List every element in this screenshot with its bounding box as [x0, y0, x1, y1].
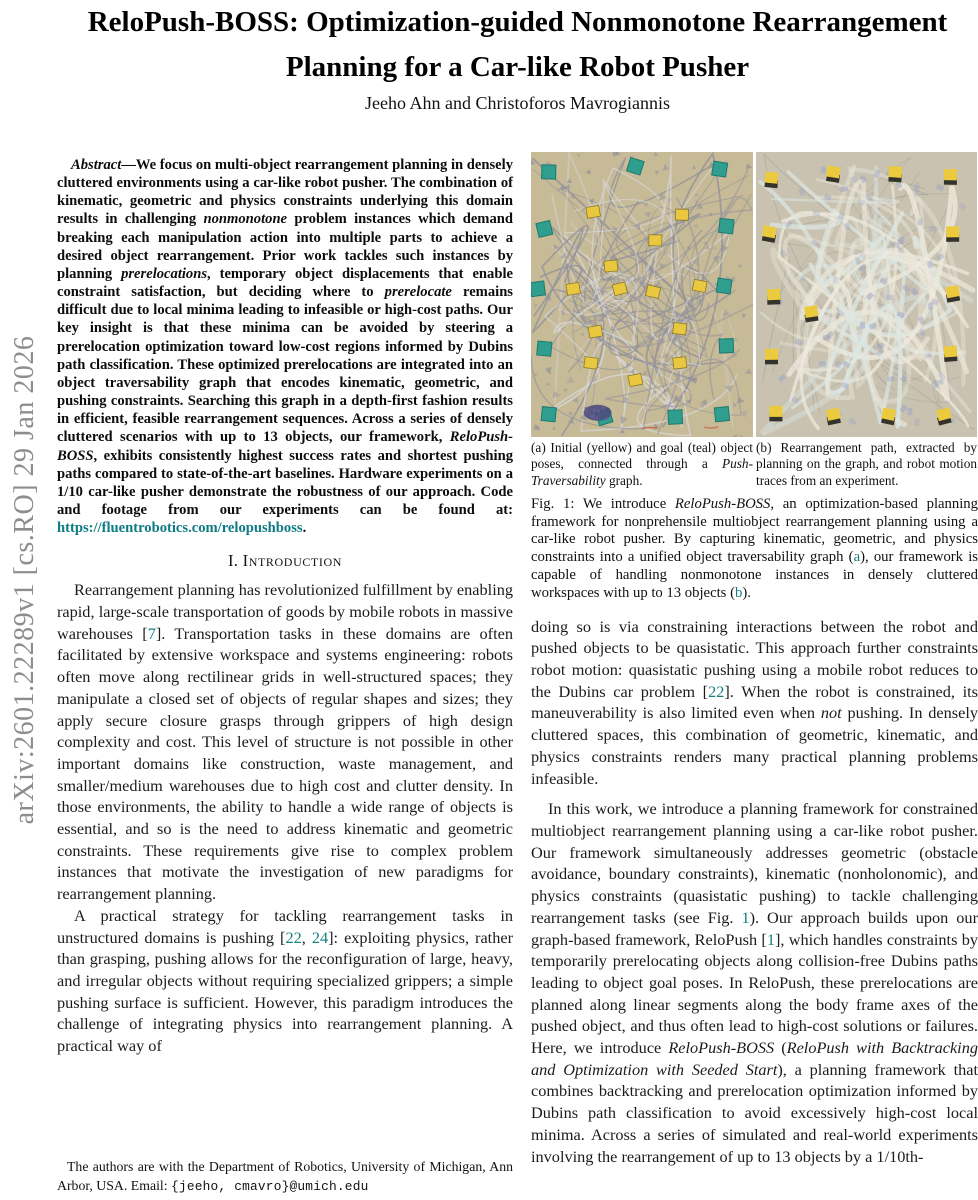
body-paragraph-3	[531, 616, 978, 790]
paper-title	[57, 0, 978, 90]
text-segment: Fig. 1: We introduce	[531, 495, 675, 512]
paper-title-line2: Planning for a Car-like Robot Pusher	[285, 51, 750, 83]
citation-ref[interactable]: 1	[766, 929, 775, 949]
text-segment: ), our framework is capable of handling nonmonotone instances in densely cluttered workspaces with up to 13 objects (	[531, 549, 978, 601]
text-segment: .	[302, 520, 307, 537]
text-segment: ReloPush with Backtracking and Optimization with Seeded Start	[531, 1038, 978, 1079]
citation-ref[interactable]: 22	[708, 681, 725, 701]
text-segment: —We focus on multi-object rearrangement planning in densely cluttered environments using a car-like robot pusher. The combination of kinematic, geometric and physics constraints underlying this domain results in challenging	[57, 157, 514, 228]
text-segment: ), a planning framework that combines backtracking and prerelocation optimization informed by Dubins path classification to avoid excessively high-cost local minima. Across a series of simulated and real-world experiments involving the rearrangement of up to 13 objects by a 1/10th-	[531, 1059, 978, 1166]
text-segment: ReloPush-BOSS	[57, 429, 513, 464]
text-segment: Introduction	[242, 551, 342, 571]
abstract-url-link[interactable]: https://fluentrobotics.com/relopushboss	[57, 520, 303, 537]
text-segment: ], which handles constraints by temporarily prerelocating objects along collision-free Dubins paths leading to object goal poses. In ReloPush, these prerelocations are planned along linear segments along the body frame axes of the pushed object, and thus often lead to high-cost solutions or failures. Here, we introduce	[531, 929, 978, 1058]
paper-authors: Jeeho Ahn and Christoforos Mavrogiannis	[365, 93, 670, 113]
citation-ref[interactable]: 7	[147, 623, 156, 643]
text-segment: (a) Initial (yellow) and goal (teal) object poses, connected through a	[531, 440, 753, 472]
text-segment: ReloPush-BOSS	[668, 1038, 775, 1058]
figure-1a-caption	[531, 440, 753, 489]
citation-ref[interactable]: 1	[741, 907, 750, 927]
text-segment: The authors are with the Department of Robotics, University of Michigan, Ann Arbor, USA. Email:	[57, 1159, 513, 1193]
abstract	[57, 156, 513, 537]
text-segment: {jeeho, cmavro}@umich.edu	[171, 1179, 369, 1194]
citation-ref[interactable]: a	[853, 549, 861, 566]
text-segment: (b) Rearrangement path, extracted by planning on the graph, and robot motion traces from an experiment.	[756, 440, 977, 488]
text-segment: graph.	[605, 472, 643, 488]
text-segment: I.	[227, 551, 243, 571]
intro-paragraph-1	[57, 579, 513, 905]
text-segment: remains difficult due to local minima leading to infeasible or high-cost paths. Our key insight is that these minima can be avoided by steering a prerelocation optimization toward low-cost regions informed by Dubins path classification. These optimized prerelocations are integrated into an object traversability graph that encodes kinematic, geometric, and pushing constraints. Searching this graph in a depth-first fashion results in efficient, feasible rearrangement sequences. Across a series of densely cluttered scenarios with up to 13 objects, our framework,	[57, 284, 513, 446]
text-segment: nonmonotone	[203, 211, 288, 228]
right-column	[531, 152, 978, 1167]
text-segment: ,	[301, 927, 312, 947]
figure-1a-photo	[531, 152, 753, 437]
text-segment: Push-Traversability	[531, 456, 753, 488]
text-segment: In this work, we introduce a planning framework for constrained multiobject rearrangement planning using a car-like robot pusher. Our framework simultaneously addresses geometric (obstacle avoidance, boundary constraints), kinematic (nonholonomic), and physics constraints (quasistatic pushing) to tackle challenging rearrangement tasks (see Fig.	[531, 799, 978, 927]
citation-ref[interactable]: 22	[285, 927, 302, 947]
text-segment: doing so is via constraining interactions between the robot and pushed objects to be quasistatic. This approach further constraints robot motion: quasistatic pushing using a mobile robot reduces to the Dubins car problem [	[531, 616, 978, 701]
text-segment: Abstract	[71, 157, 122, 173]
section-heading-introduction	[57, 551, 513, 571]
text-segment: prerelocate	[384, 284, 452, 301]
intro-paragraph-2	[57, 905, 513, 1057]
text-segment: ).	[742, 584, 751, 601]
text-segment: ]: exploiting physics, rather than grasping, pushing allows for the reconfiguration of large, heavy, and irregular objects without requiring specialized grippers; a simple pushing surface is sufficient. However, this paradigm introduces the challenge of integrating physics into rearrangement planning. A practical way of	[57, 927, 513, 1056]
left-column	[57, 156, 513, 1057]
text-segment: pushing. In densely cluttered spaces, this combination of geometric, kinematic, and physics constraints renders many practical planning problems infeasible.	[531, 703, 978, 788]
text-segment: not	[820, 703, 842, 723]
citation-ref[interactable]: b	[734, 584, 743, 601]
arxiv-stamp: arXiv:2601.22289v1 [cs.RO] 29 Jan 2026	[9, 335, 40, 825]
figure-1b	[756, 152, 977, 489]
text-segment: Rearrangement planning has revolutionized fulfillment by enabling rapid, large-scale transportation of goods by mobile robots in massive warehouses [	[57, 580, 513, 643]
text-segment: A practical strategy for tackling rearrangement tasks in unstructured domains is pushing [	[57, 905, 513, 947]
figure-1b-photo	[756, 152, 977, 437]
figure-1a	[531, 152, 753, 489]
text-segment: ]. When the robot is constrained, its maneuverability is also limited even when	[531, 681, 978, 723]
figure-1b-caption	[756, 440, 977, 489]
body-paragraph-4	[531, 798, 978, 1167]
text-segment: prerelocations	[121, 265, 208, 282]
text-segment: , an optimization-based planning framework for nonprehensile multiobject rearrangement planning using a car-like robot pusher. By capturing kinematic, geometric, and physics constraints into a unified object traversability graph (	[531, 495, 978, 566]
text-segment: ReloPush-BOSS	[674, 495, 771, 512]
text-segment: , temporary object displacements that enable constraint satisfaction, but deciding where to	[57, 265, 513, 301]
text-segment: ]. Transportation tasks in these domains are often facilitated by extensive workspace and systems engineering: robots often move along rectilinear grids in well-structured spaces; they manipulate a closed set of objects of regular shapes and sizes; they apply secure closure grasps through grippers of high design complexity and cost. This level of structure is not possible in other important domains like construction, waste management, and smaller/medium warehouses due to high cost and clutter density. In those environments, the ability to handle a wide range of objects is essential, and so is the need to address kinematic and geometric constraints. These requirements give rise to complex problem instances that motivate the investigation of new paradigms for rearrangement planning.	[57, 623, 513, 904]
text-segment: problem instances which demand breaking each manipulation action into multiple parts to achieve a desired object rearrangement. Prior work tackles such instances by planning	[57, 211, 513, 282]
author-footnote	[57, 1157, 513, 1196]
paper-title-line1: ReloPush-BOSS: Optimization-guided Nonmonotone Rearrangement	[87, 6, 948, 38]
figure-1-main-caption	[531, 496, 978, 603]
text-segment: (	[774, 1038, 787, 1058]
text-segment: , exhibits consistently highest success rates and shortest pushing paths compared to state-of-the-art baselines. Hardware experiments on a 1/10 car-like pusher demonstrate the robustness of our approach. Code and footage from our experiments can be found at:	[57, 447, 513, 518]
citation-ref[interactable]: 24	[311, 927, 329, 947]
text-segment: ). Our approach builds upon our graph-based framework, ReloPush [	[531, 907, 978, 949]
figure-1	[531, 152, 978, 489]
